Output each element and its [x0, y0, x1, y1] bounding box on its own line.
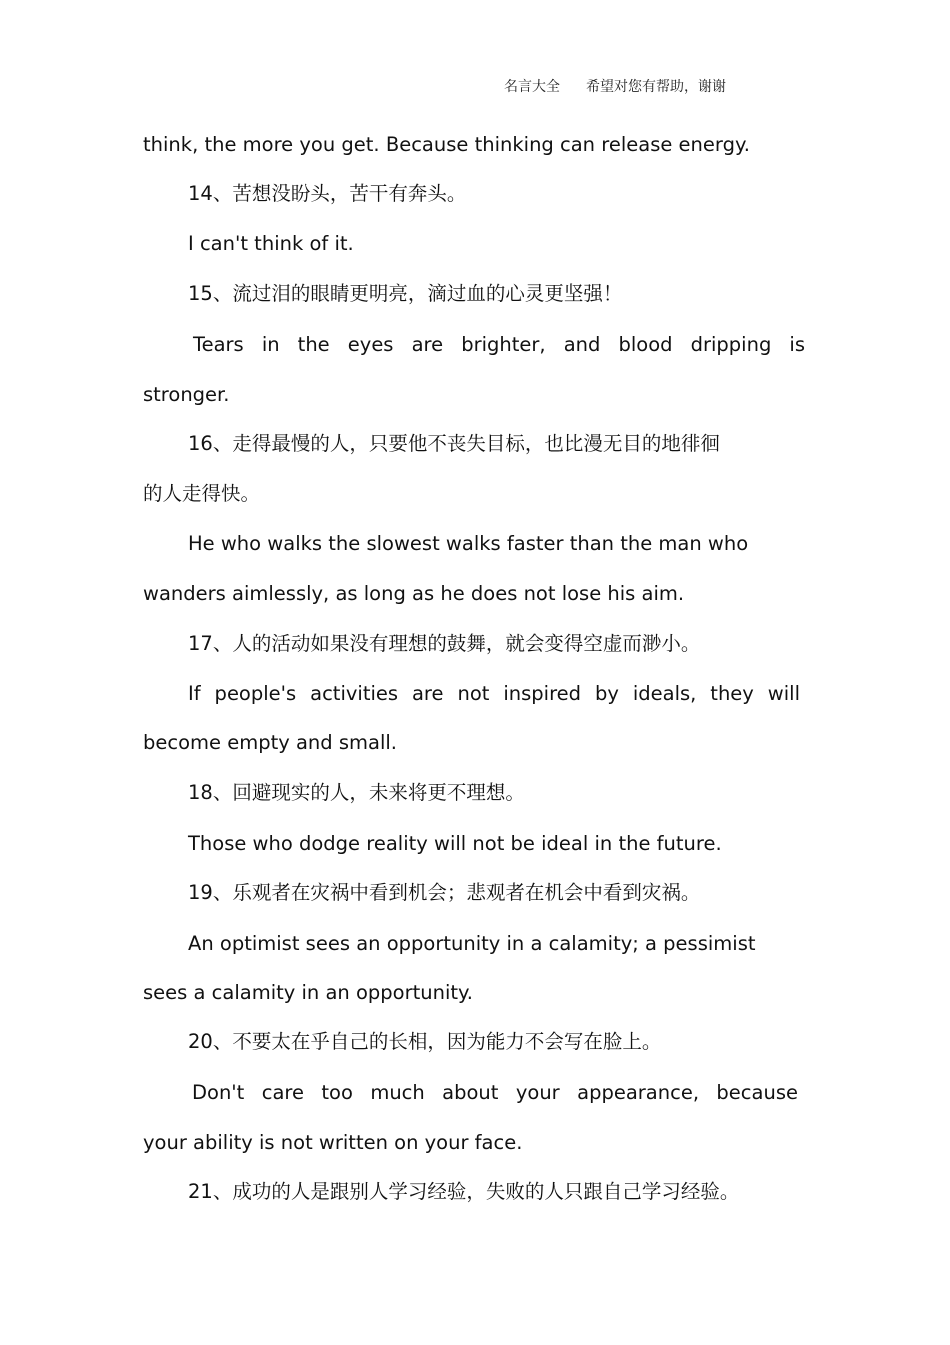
quote-en: Tears in the eyes are brighter, and blood dripping is: [193, 333, 805, 356]
quote-zh: 19、乐观者在灾祸中看到机会；悲观者在机会中看到灾祸。: [188, 881, 701, 904]
quote-zh: 15、流过泪的眼睛更明亮，滴过血的心灵更坚强！: [188, 282, 623, 305]
quote-en: Those who dodge reality will not be ideal in the future.: [188, 832, 722, 855]
quote-en: your ability is not written on your face.: [143, 1131, 523, 1154]
quote-zh: 21、成功的人是跟别人学习经验，失败的人只跟自己学习经验。: [188, 1180, 740, 1203]
quote-en: If people's activities are not inspired by ideals, they will: [188, 682, 800, 705]
quote-en: become empty and small.: [143, 731, 397, 754]
quote-zh: 14、苦想没盼头，苦干有奔头。: [188, 182, 467, 205]
quote-en: An optimist sees an opportunity in a calamity; a pessimist: [188, 932, 756, 955]
quote-zh: 16、走得最慢的人，只要他不丧失目标，也比漫无目的地徘徊: [188, 432, 720, 455]
quote-en: He who walks the slowest walks faster than the man who: [188, 532, 749, 555]
quote-en: sees a calamity in an opportunity.: [143, 981, 473, 1004]
text-line: think, the more you get. Because thinking can release energy.: [143, 133, 750, 156]
page-header: [504, 76, 726, 96]
quote-en: I can't think of it.: [188, 232, 354, 255]
header-left: 名言大全: [504, 79, 560, 95]
quote-en: Don't care too much about your appearance, because: [192, 1081, 798, 1104]
quote-zh: 的人走得快。: [143, 482, 261, 505]
quote-en: wanders aimlessly, as long as he does not lose his aim.: [143, 582, 685, 605]
header-right: 希望对您有帮助，谢谢: [586, 79, 726, 95]
quote-en: stronger.: [143, 383, 230, 406]
quote-zh: 20、不要太在乎自己的长相，因为能力不会写在脸上。: [188, 1030, 662, 1053]
quote-zh: 17、人的活动如果没有理想的鼓舞，就会变得空虚而渺小。: [188, 632, 701, 655]
quote-zh: 18、回避现实的人，未来将更不理想。: [188, 781, 525, 804]
